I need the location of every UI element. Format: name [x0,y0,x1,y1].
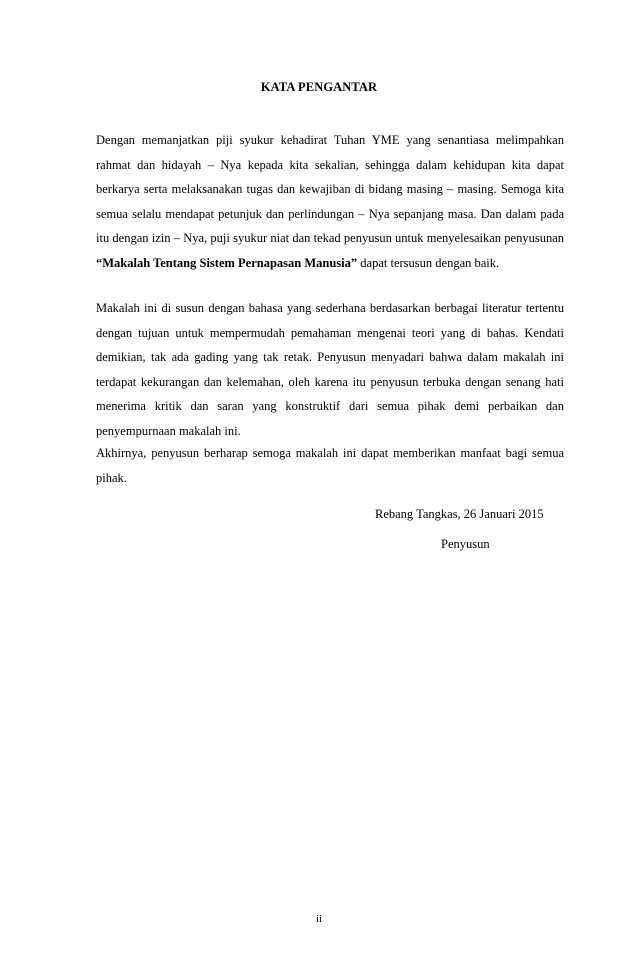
paper-title-bold: “Makalah Tentang Sistem Pernapasan Manusia” [96,255,358,270]
paragraph-opening-text: Dengan memanjatkan piji syukur kehadirat Tuhan YME yang senantiasa melimpahkan rahmat dan hidayah – Nya kepada kita sekalian, sehingga dalam kehidupan kita dapat berkarya serta melaksanakan tugas dan kewajiban di bidang masing – masing. Semoga kita semua selalu mendapat petunjuk dan perlindungan – Nya sepanjang masa. Dan dalam pada itu dengan izin – Nya, puji syukur niat dan tekad penyusun untuk menyelesaikan penyusunan [96,133,564,245]
paragraph-opening [96,128,564,275]
signoff-place-date: Rebang Tangkas, 26 Januari 2015 [375,507,544,521]
paragraph-opening-closing-text: dapat tersusun dengan baik. [357,255,500,270]
signoff-author: Penyusun [441,537,490,551]
page-title: KATA PENGANTAR [260,80,378,94]
paragraph-purpose: Makalah ini di susun dengan bahasa yang sederhana berdasarkan berbagai literatur tertentu dengan tujuan untuk mempermudah pemahaman mengenai teori yang di bahas. Kendati demikian, tak ada gading yang tak retak. Penyusun menyadari bahwa dalam makalah ini terdapat kekurangan dan kelemahan, oleh karena itu penyusun terbuka dengan senang hati menerima kritik dan saran yang konstruktif dari semua pihak demi perbaikan dan penyempurnaan makalah ini. [96,301,564,438]
paragraph-closing: Akhirnya, penyusun berharap semoga makalah ini dapat memberikan manfaat bagi semua pihak. [96,446,564,485]
page-number: ii [315,913,323,925]
